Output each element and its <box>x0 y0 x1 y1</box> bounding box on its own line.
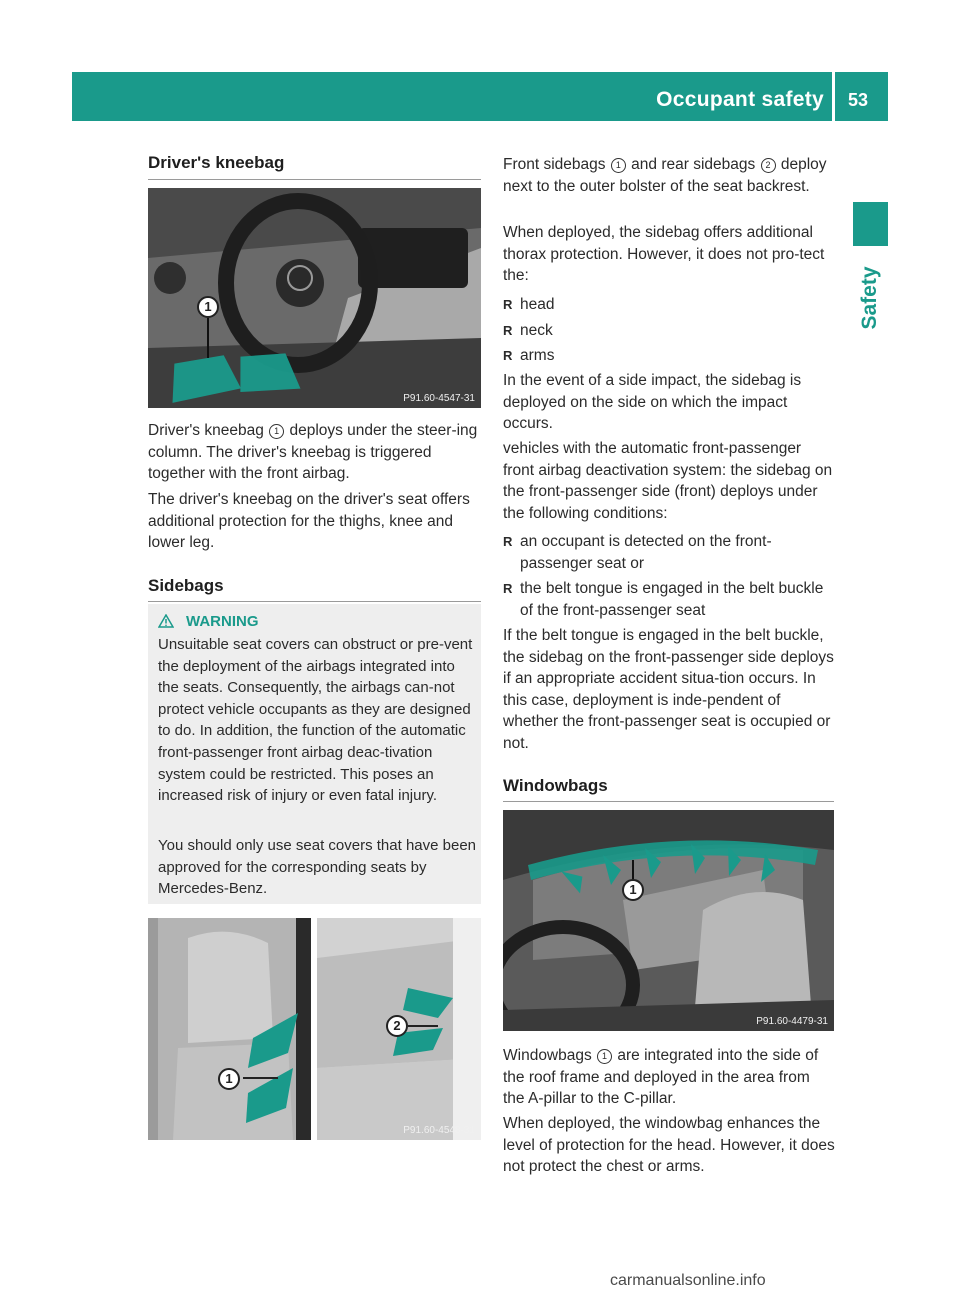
sidebag-photo <box>148 918 481 1140</box>
sidebags-heading: Sidebags <box>148 576 224 595</box>
warning-text-2: You should only use seat covers that have been approved for the corresponding seats by Mercedes-Benz. <box>158 837 477 898</box>
text-segment: deploy next to the outer bolster of the seat backrest. <box>503 156 827 195</box>
list-item-text: arms <box>520 347 555 364</box>
page-number: 53 <box>847 90 869 110</box>
list-item: R the belt tongue is engaged in the belt buckle of the front-passenger seat <box>503 580 824 619</box>
callout-ref-1: 1 <box>597 1049 612 1064</box>
windowbag-callout-1: 1 <box>622 879 644 901</box>
kneebag-heading: Driver's kneebag <box>148 153 285 172</box>
sidebag-illustration <box>148 918 481 1140</box>
list-item-text: neck <box>520 322 553 339</box>
heading-rule <box>148 601 481 602</box>
warning-triangle-icon <box>158 614 174 628</box>
kneebag-paragraph-1 <box>148 420 481 485</box>
header-divider <box>832 72 835 121</box>
list-item: R head <box>503 296 555 313</box>
text-segment: and rear sidebags <box>631 156 756 173</box>
kneebag-callout-1: 1 <box>197 296 219 318</box>
kneebag-illustration <box>148 188 481 408</box>
heading-rule <box>148 179 481 180</box>
text-segment: are integrated into the side of the roof frame and deployed in the area from the A-pillar to the C-pillar. <box>503 1047 819 1108</box>
windowbag-paragraph-1 <box>503 1045 835 1110</box>
sidebag-paragraph-2: When deployed, the sidebag offers additional thorax protection. However, it does not pro-tect the: <box>503 224 825 285</box>
windowbags-heading: Windowbags <box>503 776 608 795</box>
windowbag-paragraph-2: When deployed, the windowbag enhances the level of protection for the head. However, it does not protect the chest or arms. <box>503 1115 835 1176</box>
sidebag-paragraph-4: vehicles with the automatic front-passenger front airbag deactivation system: the sidebag on the front-passenger side (front) deploys under the following conditions: <box>503 440 833 522</box>
callout-ref-1: 1 <box>269 424 284 439</box>
sidebag-callout-2: 2 <box>386 1015 408 1037</box>
sidebag-callout-1: 1 <box>218 1068 240 1090</box>
sidebag-paragraph-1 <box>503 154 835 197</box>
photo-code: P91.60-4479-31 <box>756 1016 828 1027</box>
list-item-text: the belt tongue is engaged in the belt buckle of the front-passenger seat <box>520 580 824 619</box>
callout-ref-2: 2 <box>761 158 776 173</box>
windowbag-illustration <box>503 810 834 1031</box>
photo-code: P91.60-4548-31 <box>403 1125 475 1136</box>
list-item-text: head <box>520 296 555 313</box>
text-segment: Driver's kneebag <box>148 422 264 439</box>
list-item: R arms <box>503 347 555 364</box>
kneebag-photo <box>148 188 481 408</box>
sidebag-paragraph-5: If the belt tongue is engaged in the belt buckle, the sidebag on the front-passenger side deploys if an appropriate accident situa-tion occurs. In this case, deployment is inde-pendent of whether the front-passenger seat is occupied or not. <box>503 627 834 752</box>
heading-rule <box>503 801 834 802</box>
side-tab-label: Safety <box>858 266 881 330</box>
warning-text-1: Unsuitable seat covers can obstruct or pre-vent the deployment of the airbags integrated into the seats. Consequently, the airbags can-not protect vehicle occupants as they are designed to do. In addition, the function of the automatic front-passenger front airbag deac-tivation system could be restricted. This poses an increased risk of injury or even fatal injury. <box>158 636 473 805</box>
windowbag-photo <box>503 810 834 1031</box>
sidebag-paragraph-3: In the event of a side impact, the sidebag is deployed on the side on which the impact occurs. <box>503 372 802 433</box>
text-segment: Front sidebags <box>503 156 606 173</box>
list-item: R an occupant is detected on the front-passenger seat or <box>503 533 772 572</box>
footer-watermark[interactable]: carmanualsonline.info <box>610 1272 766 1289</box>
list-item-text: an occupant is detected on the front-passenger seat or <box>520 533 772 572</box>
photo-code: P91.60-4547-31 <box>403 393 475 404</box>
kneebag-paragraph-2: The driver's kneebag on the driver's seat offers additional protection for the thighs, knee and lower leg. <box>148 491 470 552</box>
list-item: R neck <box>503 322 553 339</box>
side-tab[interactable] <box>846 258 894 338</box>
section-title: Occupant safety <box>656 88 824 111</box>
callout-ref-1: 1 <box>611 158 626 173</box>
warning-label: WARNING <box>186 613 259 630</box>
warning-title <box>158 613 259 630</box>
text-segment: deploys under the steer-ing column. The driver's kneebag is triggered together with the front airbag. <box>148 422 478 483</box>
text-segment: Windowbags <box>503 1047 592 1064</box>
side-tab-marker <box>853 202 888 246</box>
